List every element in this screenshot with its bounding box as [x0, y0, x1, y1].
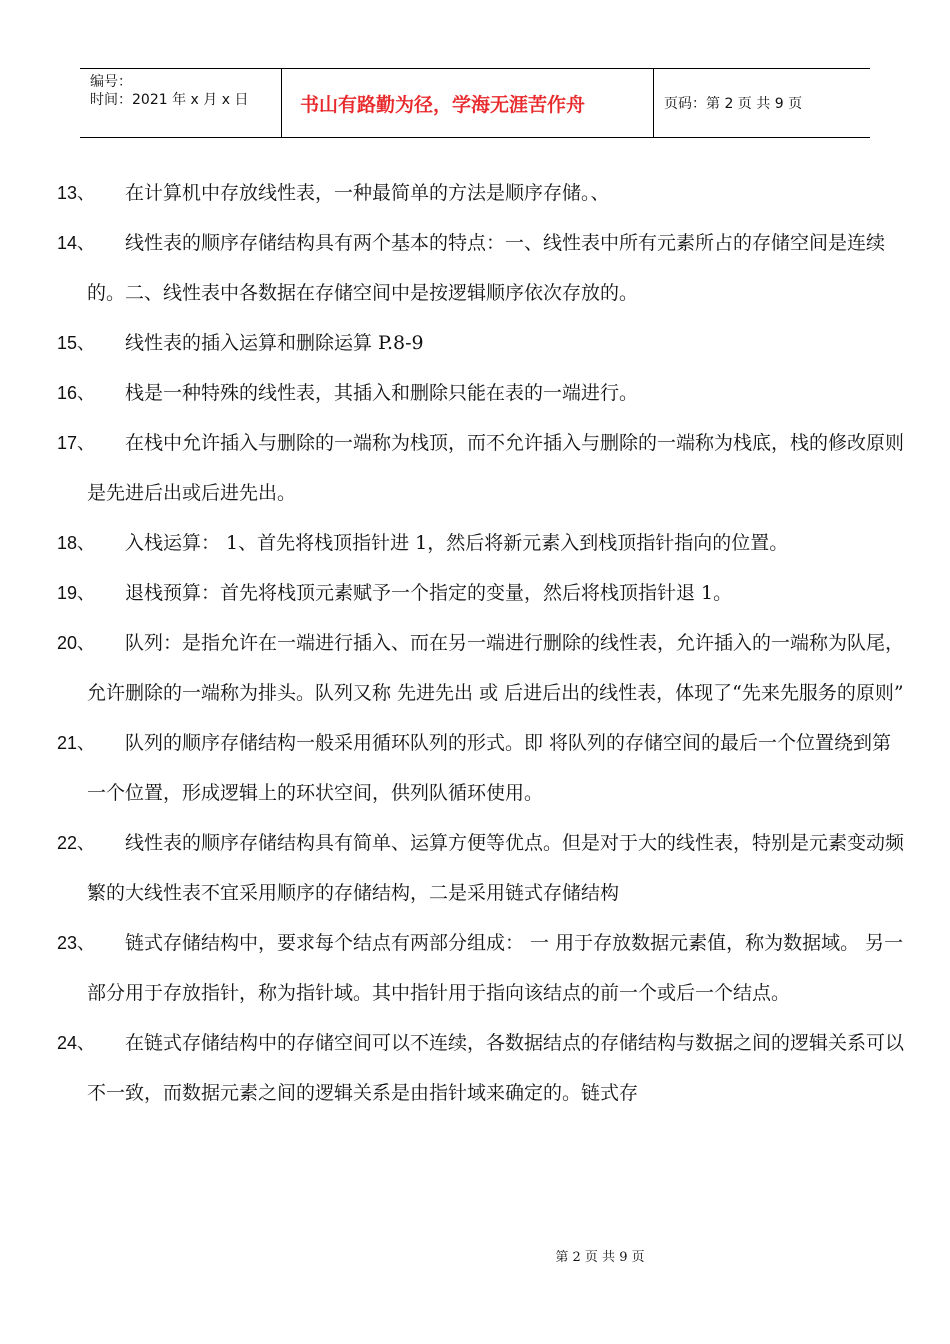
item-text: 入栈运算： 1、首先将栈顶指针进 1，然后将新元素入到栈顶指针指向的位置。 [125, 532, 789, 554]
item-text: 在栈中允许插入与删除的一端称为栈顶，而不允许插入与删除的一端称为栈底，栈的修改原则是先进后出或后进先出。 [87, 432, 905, 504]
document-header [80, 68, 870, 138]
item-number: 13、 [57, 183, 96, 203]
list-item [57, 518, 907, 568]
item-number: 18、 [57, 533, 96, 553]
item-number: 22、 [57, 833, 96, 853]
item-number: 17、 [57, 433, 96, 453]
date-label: 时间：2021 年 x 月 x 日 [90, 92, 249, 108]
item-number: 19、 [57, 583, 96, 603]
list-item [57, 1018, 907, 1118]
list-item [57, 218, 907, 318]
header-meta [80, 69, 282, 137]
footer-page-number: 第 2 页 共 9 页 [555, 1250, 645, 1265]
item-text: 链式存储结构中，要求每个结点有两部分组成： 一 用于存放数据元素值，称为数据域。 另一部分用于存放指针，称为指针域。其中指针用于指向该结点的前一个或后一个结点。 [87, 932, 904, 1004]
item-number: 24、 [57, 1033, 96, 1053]
list-item [57, 318, 907, 368]
page-footer [0, 1246, 950, 1265]
item-text: 栈是一种特殊的线性表，其插入和删除只能在表的一端进行。 [125, 382, 639, 404]
item-text: 线性表的顺序存储结构具有简单、运算方便等优点。但是对于大的线性表，特别是元素变动频繁的大线性表不宜采用顺序的存储结构，二是采用链式存储结构 [87, 832, 905, 904]
item-number: 23、 [57, 933, 96, 953]
document-body [57, 168, 907, 1118]
list-item [57, 918, 907, 1018]
item-text: 在链式存储结构中的存储空间可以不连续，各数据结点的存储结构与数据之间的逻辑关系可以不一致，而数据元素之间的逻辑关系是由指针域来确定的。链式存 [87, 1032, 905, 1104]
item-number: 21、 [57, 733, 96, 753]
number-label: 编号： [90, 74, 132, 90]
item-number: 16、 [57, 383, 96, 403]
item-number: 20、 [57, 633, 96, 653]
list-item [57, 568, 907, 618]
header-page-label: 页码：第 2 页 共 9 页 [664, 96, 803, 112]
list-item [57, 168, 907, 218]
list-item [57, 718, 907, 818]
header-motto: 书山有路勤为径，学海无涯苦作舟 [282, 69, 654, 137]
item-number: 14、 [57, 233, 96, 253]
item-text: 线性表的顺序存储结构具有两个基本的特点：一、线性表中所有元素所占的存储空间是连续的。二、线性表中各数据在存储空间中是按逻辑顺序依次存放的。 [87, 232, 886, 304]
list-item [57, 368, 907, 418]
item-text: 队列：是指允许在一端进行插入、而在另一端进行删除的线性表，允许插入的一端称为队尾，允许删除的一端称为排头。队列又称 先进先出 或 后进后出的线性表，体现了“先来先服务的原则” [87, 632, 905, 704]
item-text: 退栈预算：首先将栈顶元素赋予一个指定的变量，然后将栈顶指针退 1。 [125, 582, 733, 604]
item-text: 队列的顺序存储结构一般采用循环队列的形式。即 将队列的存储空间的最后一个位置绕到第一个位置，形成逻辑上的环状空间，供列队循环使用。 [87, 732, 892, 804]
list-item [57, 418, 907, 518]
item-text: 线性表的插入运算和删除运算 P.8-9 [125, 332, 424, 354]
item-text: 在计算机中存放线性表，一种最简单的方法是顺序存储。、 [125, 182, 610, 204]
list-item [57, 818, 907, 918]
item-number: 15、 [57, 333, 96, 353]
list-item [57, 618, 907, 718]
